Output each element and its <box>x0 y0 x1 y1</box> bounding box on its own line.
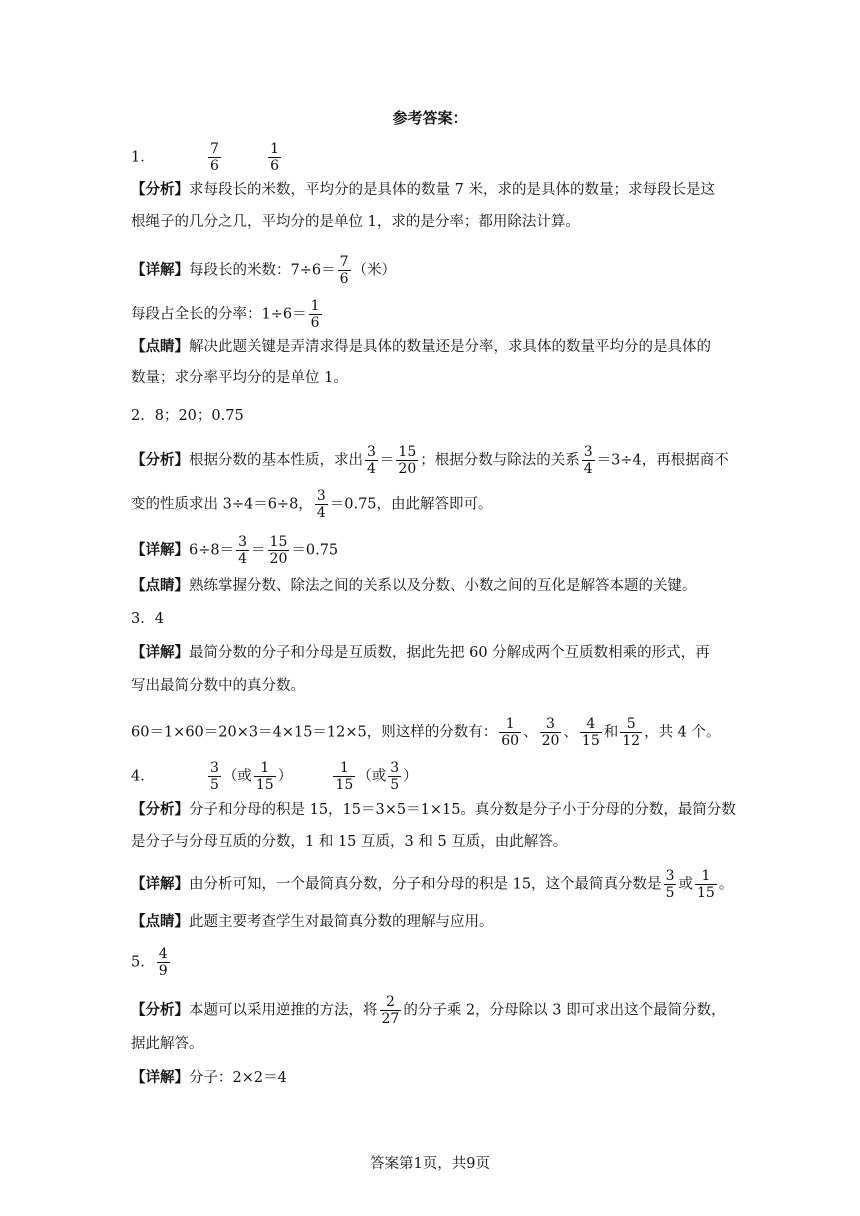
q4-detail-fraction-1: $\frac{3}{5}$ <box>665 868 675 902</box>
q2-fraction-3-4-c: $\frac{3}{4}$ <box>316 488 326 522</box>
q1-detail-fraction-2: $\frac{1}{6}$ <box>310 298 320 332</box>
q1-detail-fraction-1: $\frac{7}{6}$ <box>339 254 349 288</box>
q1-analysis-line-1: 【分析】求每段长的米数，平均分的是具体的数量 7 米，求的是具体的数量；求每段长是这 <box>131 181 715 198</box>
q5-analysis-line-1: 【分析】本题可以采用逆推的方法，将 $\frac{2}{27}$ 的分子乘 2，分母除以 3 即可求出这个最简分数， <box>131 994 726 1028</box>
q4-answer-alt-fraction-2: $\frac{3}{5}$ <box>390 760 400 794</box>
q2-answer-line: 2．8；20；0.75 <box>131 408 244 424</box>
q1-detail-line-2: 每段占全长的分率：1÷6＝ $\frac{1}{6}$ <box>131 298 320 332</box>
q2-fraction-15-20: $\frac{15}{20}$ <box>398 444 417 478</box>
q1-comment-line-2: 数量；求分率平均分的是单位 1。 <box>131 370 348 386</box>
q4-analysis-line-1: 【分析】分子和分母的积是 15，15＝3×5＝1×15。真分数是分子小于分母的分数，最简分数 <box>131 801 736 818</box>
q2-detail-fraction-2: $\frac{15}{20}$ <box>269 534 288 568</box>
q1-comment-line-1: 【点睛】解决此题关键是弄清求得是具体的数量还是分率，求具体的数量平均分的是具体的 <box>131 338 711 355</box>
q4-comment-line: 【点睛】此题主要考查学生对最简真分数的理解与应用。 <box>131 913 494 930</box>
q5-answer-line: 5． $\frac{4}{9}$ <box>131 946 168 980</box>
q4-detail-fraction-2: $\frac{1}{15}$ <box>696 868 715 902</box>
page-footer: 答案第1页，共9页 <box>370 1156 490 1172</box>
q3-detail-line-1: 【详解】最简分数的分子和分母是互质数，据此先把 60 分解成两个互质数相乘的形式，再 <box>131 644 710 661</box>
q4-analysis-line-2: 是分子与分母互质的分数，1 和 15 互质，3 和 5 互质，由此解答。 <box>131 834 568 850</box>
q5-analysis-line-2: 据此解答。 <box>131 1036 204 1052</box>
q3-detail-line-3: 60＝1×60＝20×3＝4×15＝12×5，则这样的分数有： $\frac{1}{60}$ 、 $\frac{3}{20}$ 、 $\frac{4}{15}$ 和 $\frac{5}{12}$ ，共 4 个。 <box>131 716 721 750</box>
q3-fraction-3-20: $\frac{3}{20}$ <box>541 716 560 750</box>
q2-fraction-3-4-b: $\frac{3}{4}$ <box>583 444 593 478</box>
q4-answer-alt-fraction-1: $\frac{1}{15}$ <box>255 760 274 794</box>
q1-analysis-line-2: 根绳子的几分之几，平均分的是单位 1，求的是分率；都用除法计算。 <box>131 214 580 230</box>
q2-detail-fraction-1: $\frac{3}{4}$ <box>238 534 248 568</box>
q2-analysis-line-2: 变的性质求出 3÷4＝6÷8， $\frac{3}{4}$ ＝0.75，由此解答即可。 <box>131 488 493 522</box>
q2-detail-line: 【详解】6÷8＝ $\frac{3}{4}$ ＝ $\frac{15}{20}$ ＝0.75 <box>131 534 339 568</box>
page-title: 参考答案： <box>392 109 468 127</box>
q1-number: 1． <box>131 149 155 166</box>
q4-answer-fraction-2: $\frac{1}{15}$ <box>335 760 354 794</box>
q1-fraction-2: $\frac{1}{6}$ <box>270 141 280 175</box>
q5-answer-fraction: $\frac{4}{9}$ <box>158 946 168 980</box>
q3-answer-line: 3．4 <box>131 611 164 627</box>
q4-answer-line: 4． $\frac{3}{5}$ （或 $\frac{1}{15}$ ） $\frac{1}{15}$ （或 $\frac{3}{5}$ ） <box>131 760 418 794</box>
q5-fraction-2-27: $\frac{2}{27}$ <box>381 994 400 1028</box>
q2-analysis-line-1: 【分析】根据分数的基本性质，求出 $\frac{3}{4}$ ＝ $\frac{15}{20}$ ；根据分数与除法的关系 $\frac{3}{4}$ ＝3÷4，再根据商不 <box>131 444 729 478</box>
q4-detail-line: 【详解】由分析可知，一个最简真分数，分子和分母的积是 15，这个最简真分数是 $\frac{3}{5}$ 或 $\frac{1}{15}$ 。 <box>131 868 734 902</box>
q5-detail-line: 【详解】分子：2×2＝4 <box>131 1069 287 1086</box>
q3-fraction-4-15: $\frac{4}{15}$ <box>581 716 600 750</box>
q3-fraction-5-12: $\frac{5}{12}$ <box>622 716 641 750</box>
q1-detail-line-1: 【详解】每段长的米数：7÷6＝ $\frac{7}{6}$ （米） <box>131 254 397 288</box>
q1-answer-line <box>131 141 283 174</box>
q2-comment-line: 【点睛】熟练掌握分数、除法之间的关系以及分数、小数之间的互化是解答本题的关键。 <box>131 577 697 594</box>
q3-fraction-1-60: $\frac{1}{60}$ <box>501 716 520 750</box>
q3-detail-line-2: 写出最简分数中的真分数。 <box>131 678 305 694</box>
q2-fraction-3-4: $\frac{3}{4}$ <box>367 444 376 478</box>
q4-answer-fraction-1: $\frac{3}{5}$ <box>209 760 219 794</box>
q1-fraction-1: $\frac{7}{6}$ <box>209 141 219 175</box>
